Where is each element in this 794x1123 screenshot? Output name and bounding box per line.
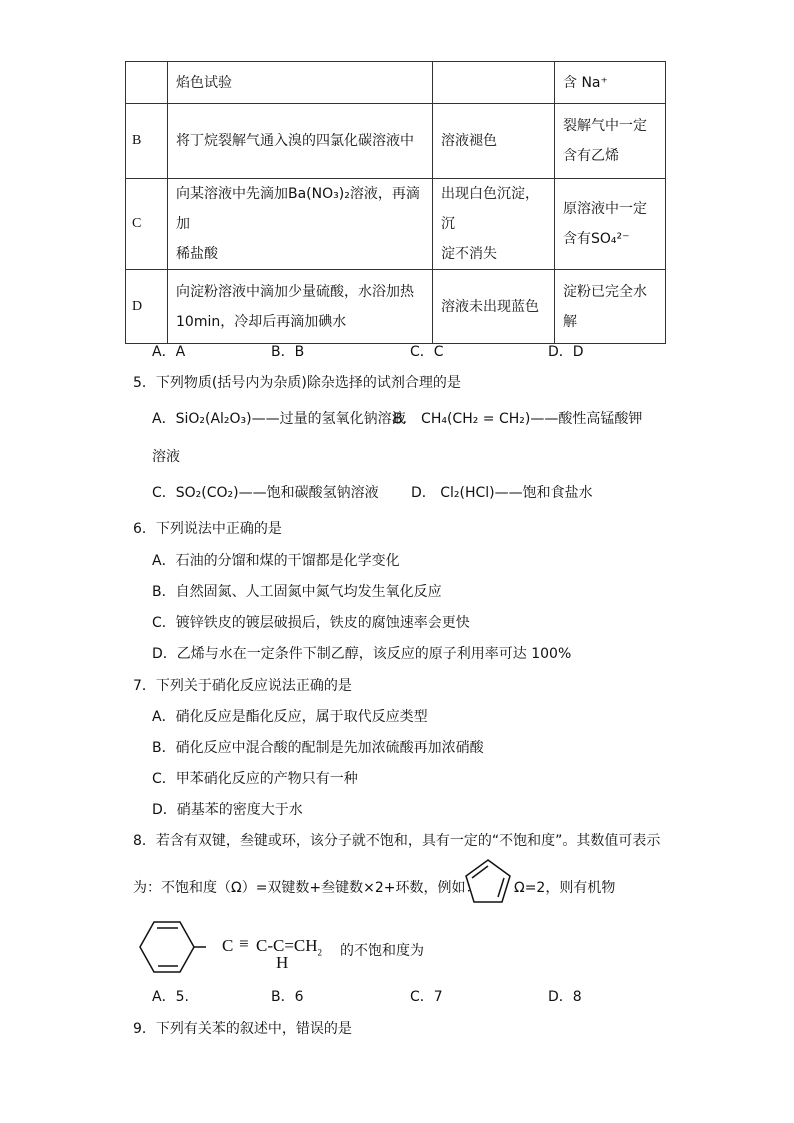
phenomenon-line: 出现白色沉淀，沉 bbox=[441, 186, 539, 232]
row-label: D bbox=[126, 270, 168, 344]
cyclopentadiene-structure bbox=[458, 854, 518, 914]
q7-stem: 7．下列关于硝化反应说法正确的是 bbox=[133, 678, 352, 694]
conclusion-cell: 含 Na⁺ bbox=[555, 62, 666, 104]
table-row bbox=[126, 270, 666, 344]
triple-bond: ≡ bbox=[239, 934, 249, 953]
conclusion-line: 解 bbox=[563, 313, 577, 330]
omega-example: Ω=2，则有机物 bbox=[514, 880, 616, 896]
conclusion-cell bbox=[555, 270, 666, 344]
conclusion-cell bbox=[555, 104, 666, 179]
phenomenon-cell: 溶液未出现蓝色 bbox=[433, 270, 555, 344]
chain-subscript: 2 bbox=[317, 947, 323, 958]
q6-option-a: A．石油的分馏和煤的干馏都是化学变化 bbox=[152, 553, 400, 569]
q7-option-d: D．硝基苯的密度大于水 bbox=[152, 802, 303, 818]
chain-rest bbox=[256, 936, 322, 957]
method-line: 稀盐酸 bbox=[176, 246, 218, 262]
table-row bbox=[126, 104, 666, 179]
q4-option-a: A．A bbox=[152, 344, 186, 360]
phenomenon-cell bbox=[433, 62, 555, 104]
conclusion-line: 含有乙烯 bbox=[563, 148, 619, 164]
q8-stem-line2: 为：不饱和度（Ω）=双键数+叁键数×2+环数，例如： bbox=[133, 880, 480, 896]
conclusion-line: 含有SO₄²⁻ bbox=[563, 231, 630, 247]
q7-option-a: A．硝化反应是酯化反应，属于取代反应类型 bbox=[152, 709, 428, 725]
q4-table bbox=[125, 61, 666, 344]
table-row bbox=[126, 62, 666, 104]
q8-option-b: B．6 bbox=[271, 989, 304, 1005]
q6-option-c: C．镀锌铁皮的镀层破损后，铁皮的腐蚀速率会更快 bbox=[152, 615, 470, 631]
method-line: 向淀粉溶液中滴加少量硫酸，水浴加热 bbox=[176, 283, 414, 300]
q9-stem: 9．下列有关苯的叙述中，错误的是 bbox=[133, 1021, 352, 1037]
q7-option-b: B．硝化反应中混合酸的配制是先加浓硫酸再加浓硝酸 bbox=[152, 740, 484, 756]
q5-option-a: A．SiO₂(Al₂O₃)——过量的氢氧化钠溶液 bbox=[152, 411, 406, 427]
q6-option-d: D．乙烯与水在一定条件下制乙醇，该反应的原子利用率可达 100% bbox=[152, 646, 572, 662]
table-row bbox=[126, 179, 666, 270]
row-label: C bbox=[126, 179, 168, 270]
q7-option-c: C．甲苯硝化反应的产物只有一种 bbox=[152, 771, 358, 787]
q4-option-b: B．B bbox=[271, 344, 305, 360]
q8-stem-line3: 的不饱和度为 bbox=[340, 943, 424, 959]
q5-stem: 5．下列物质(括号内为杂质)除杂选择的试剂合理的是 bbox=[133, 375, 461, 391]
method-cell: 将丁烷裂解气通入溴的四氯化碳溶液中 bbox=[168, 104, 433, 179]
conclusion-line: 裂解气中一定 bbox=[563, 118, 647, 134]
q4-option-c: C．C bbox=[410, 344, 444, 360]
q5-option-c: C．SO₂(CO₂)——饱和碳酸氢钠溶液 bbox=[152, 485, 379, 501]
chain-hydrogen: H bbox=[276, 953, 289, 972]
q8-stem-line1: 8．若含有双键，叁键或环，该分子就不饱和，具有一定的“不饱和度”。其数值可表示 bbox=[133, 833, 661, 849]
q6-stem: 6．下列说法中正确的是 bbox=[133, 521, 282, 537]
q5-option-b-cont: 溶液 bbox=[152, 449, 180, 465]
method-cell bbox=[168, 270, 433, 344]
chain-rest-text: C-C=CH bbox=[256, 936, 318, 955]
method-line: 10min，冷却后再滴加碘水 bbox=[176, 313, 347, 330]
conclusion-line: 淀粉已完全水 bbox=[563, 283, 647, 300]
phenomenon-cell: 溶液褪色 bbox=[433, 104, 555, 179]
phenomenon-cell bbox=[433, 179, 555, 270]
row-label bbox=[126, 62, 168, 104]
q5-option-d: D． Cl₂(HCl)——饱和食盐水 bbox=[411, 485, 593, 501]
q8-option-a: A．5. bbox=[152, 989, 189, 1005]
q5-option-b: B． CH₄(CH₂ = CH₂)——酸性高锰酸钾 bbox=[393, 411, 643, 427]
conclusion-cell bbox=[555, 179, 666, 270]
chain-carbon: C bbox=[222, 936, 234, 955]
method-cell bbox=[168, 179, 433, 270]
q8-option-d: D．8 bbox=[548, 989, 582, 1005]
q6-option-b: B．自然固氮、人工固氮中氮气均发生氧化反应 bbox=[152, 584, 442, 600]
method-cell: 焰色试验 bbox=[168, 62, 433, 104]
row-label: B bbox=[126, 104, 168, 179]
q4-option-d: D．D bbox=[548, 344, 584, 360]
phenomenon-line: 淀不消失 bbox=[441, 246, 497, 262]
cyclohexene-ring bbox=[128, 918, 208, 978]
q8-option-c: C．7 bbox=[410, 989, 443, 1005]
conclusion-line: 原溶液中一定 bbox=[563, 201, 647, 217]
method-line: 向某溶液中先滴加Ba(NO₃)₂溶液，再滴加 bbox=[176, 186, 420, 232]
